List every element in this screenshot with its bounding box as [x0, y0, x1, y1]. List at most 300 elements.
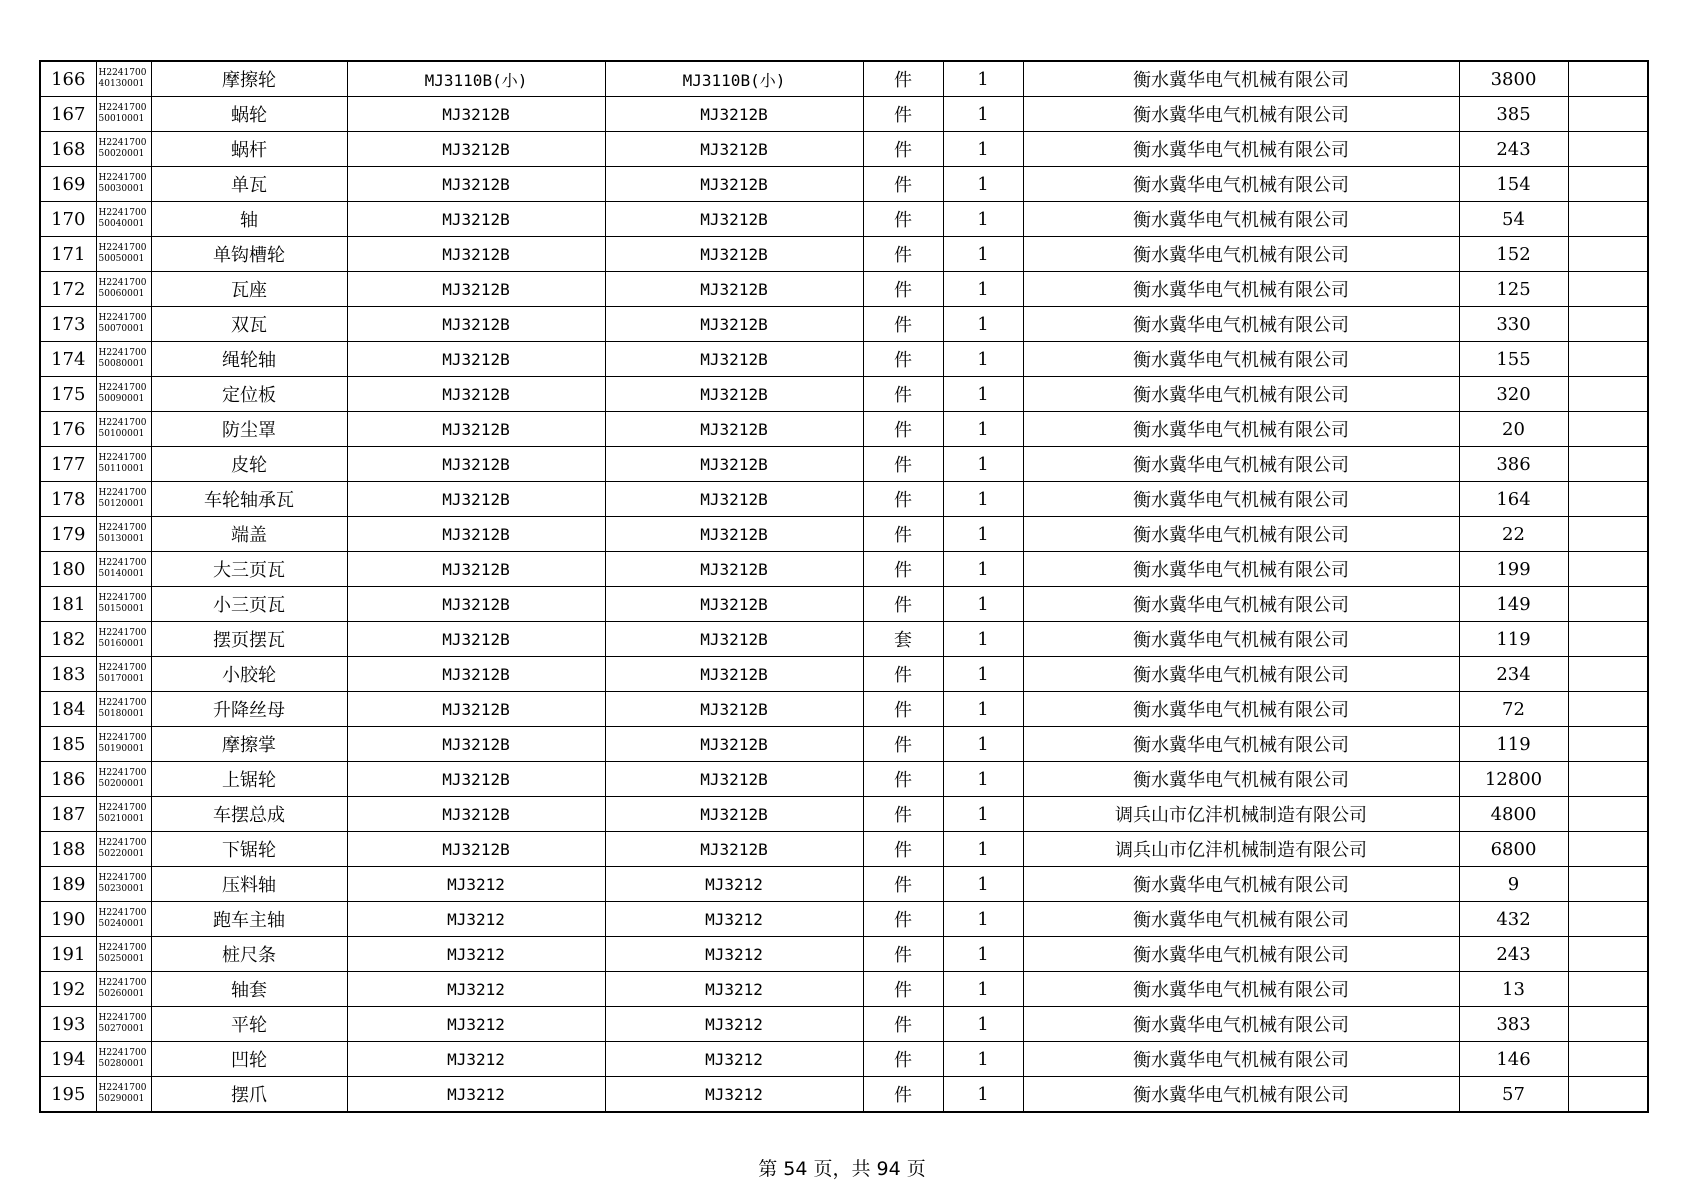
item-code: H224170050170001 [96, 657, 151, 692]
item-spec: MJ3212 [605, 902, 863, 937]
item-price: 320 [1459, 377, 1568, 412]
item-name: 轴套 [151, 972, 347, 1007]
table-row [40, 937, 1648, 972]
item-code: H224170050270001 [96, 1007, 151, 1042]
item-model: MJ3212B [347, 622, 605, 657]
row-number: 177 [40, 447, 96, 482]
item-note [1568, 657, 1648, 692]
item-supplier: 衡水冀华电气机械有限公司 [1023, 622, 1459, 657]
item-name: 摆页摆瓦 [151, 622, 347, 657]
item-note [1568, 447, 1648, 482]
item-code: H224170050070001 [96, 307, 151, 342]
item-unit: 件 [863, 937, 943, 972]
item-supplier: 衡水冀华电气机械有限公司 [1023, 307, 1459, 342]
item-spec: MJ3212B [605, 552, 863, 587]
item-spec: MJ3212B [605, 97, 863, 132]
item-spec: MJ3212 [605, 1077, 863, 1113]
item-price: 3800 [1459, 61, 1568, 97]
item-unit: 件 [863, 412, 943, 447]
item-note [1568, 622, 1648, 657]
item-quantity: 1 [943, 1007, 1023, 1042]
item-note [1568, 272, 1648, 307]
item-spec: MJ3212B [605, 517, 863, 552]
item-name: 小三页瓦 [151, 587, 347, 622]
item-supplier: 衡水冀华电气机械有限公司 [1023, 61, 1459, 97]
item-note [1568, 937, 1648, 972]
item-price: 243 [1459, 132, 1568, 167]
item-note [1568, 832, 1648, 867]
item-name: 跑车主轴 [151, 902, 347, 937]
item-spec: MJ3212B [605, 377, 863, 412]
item-name: 摆爪 [151, 1077, 347, 1113]
item-supplier: 衡水冀华电气机械有限公司 [1023, 447, 1459, 482]
item-supplier: 衡水冀华电气机械有限公司 [1023, 1042, 1459, 1077]
item-unit: 件 [863, 482, 943, 517]
item-price: 164 [1459, 482, 1568, 517]
item-supplier: 衡水冀华电气机械有限公司 [1023, 762, 1459, 797]
item-model: MJ3212B [347, 97, 605, 132]
item-spec: MJ3212B [605, 622, 863, 657]
item-note [1568, 237, 1648, 272]
item-code: H224170050030001 [96, 167, 151, 202]
item-spec: MJ3212B [605, 342, 863, 377]
item-spec: MJ3212B [605, 272, 863, 307]
item-supplier: 衡水冀华电气机械有限公司 [1023, 1007, 1459, 1042]
row-number: 191 [40, 937, 96, 972]
item-name: 平轮 [151, 1007, 347, 1042]
item-model: MJ3212 [347, 1077, 605, 1113]
item-code: H224170050060001 [96, 272, 151, 307]
item-quantity: 1 [943, 657, 1023, 692]
item-price: 199 [1459, 552, 1568, 587]
item-spec: MJ3212B [605, 447, 863, 482]
row-number: 178 [40, 482, 96, 517]
item-name: 防尘罩 [151, 412, 347, 447]
table-row [40, 272, 1648, 307]
item-unit: 件 [863, 1042, 943, 1077]
item-note [1568, 867, 1648, 902]
page-footer: 第 54 页，共 94 页 [758, 1158, 926, 1180]
table-row [40, 307, 1648, 342]
item-model: MJ3212B [347, 832, 605, 867]
table-row [40, 447, 1648, 482]
item-model: MJ3212B [347, 727, 605, 762]
item-price: 146 [1459, 1042, 1568, 1077]
item-supplier: 衡水冀华电气机械有限公司 [1023, 587, 1459, 622]
item-unit: 件 [863, 587, 943, 622]
item-quantity: 1 [943, 132, 1023, 167]
item-name: 双瓦 [151, 307, 347, 342]
item-code: H224170050180001 [96, 692, 151, 727]
item-spec: MJ3212B [605, 132, 863, 167]
item-model: MJ3212B [347, 552, 605, 587]
table-row [40, 517, 1648, 552]
item-supplier: 衡水冀华电气机械有限公司 [1023, 867, 1459, 902]
row-number: 185 [40, 727, 96, 762]
item-code: H224170050020001 [96, 132, 151, 167]
row-number: 171 [40, 237, 96, 272]
item-model: MJ3212B [347, 587, 605, 622]
item-model: MJ3212B [347, 167, 605, 202]
row-number: 184 [40, 692, 96, 727]
table-row [40, 202, 1648, 237]
item-name: 下锯轮 [151, 832, 347, 867]
item-note [1568, 132, 1648, 167]
item-quantity: 1 [943, 937, 1023, 972]
item-quantity: 1 [943, 342, 1023, 377]
item-model: MJ3212B [347, 132, 605, 167]
row-number: 173 [40, 307, 96, 342]
row-number: 182 [40, 622, 96, 657]
row-number: 186 [40, 762, 96, 797]
item-price: 386 [1459, 447, 1568, 482]
item-supplier: 衡水冀华电气机械有限公司 [1023, 412, 1459, 447]
item-model: MJ3212B [347, 377, 605, 412]
item-supplier: 衡水冀华电气机械有限公司 [1023, 972, 1459, 1007]
item-note [1568, 902, 1648, 937]
item-spec: MJ3212 [605, 867, 863, 902]
item-unit: 件 [863, 832, 943, 867]
item-quantity: 1 [943, 832, 1023, 867]
row-number: 167 [40, 97, 96, 132]
item-supplier: 调兵山市亿沣机械制造有限公司 [1023, 832, 1459, 867]
item-spec: MJ3212B [605, 587, 863, 622]
item-supplier: 衡水冀华电气机械有限公司 [1023, 692, 1459, 727]
item-unit: 件 [863, 517, 943, 552]
item-code: H224170050220001 [96, 832, 151, 867]
item-spec: MJ3212 [605, 972, 863, 1007]
row-number: 189 [40, 867, 96, 902]
item-spec: MJ3212B [605, 237, 863, 272]
table-row [40, 762, 1648, 797]
item-unit: 件 [863, 447, 943, 482]
table-row [40, 587, 1648, 622]
row-number: 187 [40, 797, 96, 832]
item-code: H224170050080001 [96, 342, 151, 377]
item-price: 234 [1459, 657, 1568, 692]
table-row [40, 692, 1648, 727]
table-row [40, 237, 1648, 272]
item-quantity: 1 [943, 167, 1023, 202]
table-row [40, 61, 1648, 97]
item-quantity: 1 [943, 727, 1023, 762]
item-note [1568, 167, 1648, 202]
item-name: 大三页瓦 [151, 552, 347, 587]
item-note [1568, 97, 1648, 132]
item-price: 20 [1459, 412, 1568, 447]
item-model: MJ3212 [347, 1042, 605, 1077]
item-model: MJ3212B [347, 237, 605, 272]
item-quantity: 1 [943, 1042, 1023, 1077]
item-supplier: 衡水冀华电气机械有限公司 [1023, 377, 1459, 412]
row-number: 195 [40, 1077, 96, 1113]
item-unit: 件 [863, 202, 943, 237]
item-supplier: 衡水冀华电气机械有限公司 [1023, 237, 1459, 272]
item-unit: 件 [863, 1007, 943, 1042]
item-note [1568, 797, 1648, 832]
item-quantity: 1 [943, 202, 1023, 237]
item-spec: MJ3212B [605, 202, 863, 237]
item-note [1568, 1042, 1648, 1077]
row-number: 166 [40, 61, 96, 97]
item-price: 125 [1459, 272, 1568, 307]
row-number: 192 [40, 972, 96, 1007]
item-price: 149 [1459, 587, 1568, 622]
item-spec: MJ3212B [605, 727, 863, 762]
item-quantity: 1 [943, 762, 1023, 797]
row-number: 194 [40, 1042, 96, 1077]
item-price: 154 [1459, 167, 1568, 202]
table-row [40, 377, 1648, 412]
item-price: 243 [1459, 937, 1568, 972]
row-number: 168 [40, 132, 96, 167]
item-note [1568, 342, 1648, 377]
item-name: 车轮轴承瓦 [151, 482, 347, 517]
item-note [1568, 202, 1648, 237]
item-code: H224170050210001 [96, 797, 151, 832]
table-row [40, 167, 1648, 202]
item-name: 凹轮 [151, 1042, 347, 1077]
item-name: 单瓦 [151, 167, 347, 202]
row-number: 193 [40, 1007, 96, 1042]
item-spec: MJ3212 [605, 1042, 863, 1077]
item-price: 13 [1459, 972, 1568, 1007]
table-row [40, 132, 1648, 167]
item-supplier: 衡水冀华电气机械有限公司 [1023, 727, 1459, 762]
item-quantity: 1 [943, 482, 1023, 517]
row-number: 181 [40, 587, 96, 622]
item-name: 轴 [151, 202, 347, 237]
item-supplier: 衡水冀华电气机械有限公司 [1023, 342, 1459, 377]
item-note [1568, 377, 1648, 412]
item-price: 57 [1459, 1077, 1568, 1113]
item-name: 桩尺条 [151, 937, 347, 972]
item-code: H224170050250001 [96, 937, 151, 972]
item-supplier: 衡水冀华电气机械有限公司 [1023, 657, 1459, 692]
item-spec: MJ3212B [605, 167, 863, 202]
item-name: 摩擦掌 [151, 727, 347, 762]
item-code: H224170050050001 [96, 237, 151, 272]
item-price: 119 [1459, 727, 1568, 762]
item-supplier: 衡水冀华电气机械有限公司 [1023, 552, 1459, 587]
row-number: 183 [40, 657, 96, 692]
item-supplier: 衡水冀华电气机械有限公司 [1023, 517, 1459, 552]
item-supplier: 衡水冀华电气机械有限公司 [1023, 202, 1459, 237]
item-note [1568, 517, 1648, 552]
item-quantity: 1 [943, 797, 1023, 832]
item-quantity: 1 [943, 552, 1023, 587]
item-price: 432 [1459, 902, 1568, 937]
item-unit: 件 [863, 762, 943, 797]
item-quantity: 1 [943, 1077, 1023, 1113]
item-name: 摩擦轮 [151, 61, 347, 97]
item-quantity: 1 [943, 61, 1023, 97]
item-name: 皮轮 [151, 447, 347, 482]
item-unit: 件 [863, 307, 943, 342]
item-model: MJ3212 [347, 1007, 605, 1042]
item-unit: 件 [863, 272, 943, 307]
table-row [40, 727, 1648, 762]
item-model: MJ3212 [347, 867, 605, 902]
item-unit: 件 [863, 692, 943, 727]
table-row [40, 657, 1648, 692]
item-name: 小胶轮 [151, 657, 347, 692]
item-price: 155 [1459, 342, 1568, 377]
item-code: H224170050010001 [96, 97, 151, 132]
item-note [1568, 587, 1648, 622]
item-model: MJ3212B [347, 517, 605, 552]
item-unit: 件 [863, 167, 943, 202]
item-spec: MJ3212 [605, 1007, 863, 1042]
item-quantity: 1 [943, 412, 1023, 447]
item-model: MJ3212B [347, 307, 605, 342]
item-name: 上锯轮 [151, 762, 347, 797]
item-price: 22 [1459, 517, 1568, 552]
table-row [40, 1077, 1648, 1113]
item-supplier: 衡水冀华电气机械有限公司 [1023, 937, 1459, 972]
item-unit: 套 [863, 622, 943, 657]
row-number: 190 [40, 902, 96, 937]
row-number: 169 [40, 167, 96, 202]
table-row [40, 1007, 1648, 1042]
item-note [1568, 762, 1648, 797]
item-supplier: 衡水冀华电气机械有限公司 [1023, 1077, 1459, 1113]
table-body [40, 61, 1648, 1112]
item-note [1568, 412, 1648, 447]
item-code: H224170050100001 [96, 412, 151, 447]
item-code: H224170050120001 [96, 482, 151, 517]
item-code: H224170050090001 [96, 377, 151, 412]
item-quantity: 1 [943, 867, 1023, 902]
item-name: 蜗杆 [151, 132, 347, 167]
item-spec: MJ3212B [605, 832, 863, 867]
item-code: H224170050230001 [96, 867, 151, 902]
row-number: 174 [40, 342, 96, 377]
table-row [40, 1042, 1648, 1077]
table-row [40, 342, 1648, 377]
item-model: MJ3212B [347, 797, 605, 832]
item-spec: MJ3212 [605, 937, 863, 972]
parts-table [39, 60, 1649, 1113]
item-name: 端盖 [151, 517, 347, 552]
item-price: 4800 [1459, 797, 1568, 832]
item-code: H224170050260001 [96, 972, 151, 1007]
item-supplier: 调兵山市亿沣机械制造有限公司 [1023, 797, 1459, 832]
item-unit: 件 [863, 97, 943, 132]
item-spec: MJ3212B [605, 762, 863, 797]
row-number: 179 [40, 517, 96, 552]
item-spec: MJ3110B(小) [605, 61, 863, 97]
item-model: MJ3212B [347, 447, 605, 482]
item-model: MJ3212B [347, 272, 605, 307]
item-unit: 件 [863, 552, 943, 587]
item-code: H224170040130001 [96, 61, 151, 97]
item-note [1568, 727, 1648, 762]
item-name: 定位板 [151, 377, 347, 412]
item-quantity: 1 [943, 377, 1023, 412]
item-spec: MJ3212B [605, 797, 863, 832]
item-model: MJ3212B [347, 657, 605, 692]
item-model: MJ3212 [347, 972, 605, 1007]
item-unit: 件 [863, 237, 943, 272]
table-row [40, 797, 1648, 832]
item-unit: 件 [863, 972, 943, 1007]
item-price: 12800 [1459, 762, 1568, 797]
row-number: 180 [40, 552, 96, 587]
item-unit: 件 [863, 797, 943, 832]
item-unit: 件 [863, 61, 943, 97]
item-supplier: 衡水冀华电气机械有限公司 [1023, 272, 1459, 307]
item-unit: 件 [863, 1077, 943, 1113]
item-unit: 件 [863, 377, 943, 412]
item-code: H224170050190001 [96, 727, 151, 762]
item-code: H224170050240001 [96, 902, 151, 937]
item-unit: 件 [863, 342, 943, 377]
item-price: 330 [1459, 307, 1568, 342]
table-row [40, 412, 1648, 447]
item-quantity: 1 [943, 97, 1023, 132]
item-model: MJ3212B [347, 202, 605, 237]
item-name: 压料轴 [151, 867, 347, 902]
item-spec: MJ3212B [605, 692, 863, 727]
item-model: MJ3212B [347, 482, 605, 517]
item-model: MJ3212 [347, 902, 605, 937]
item-note [1568, 61, 1648, 97]
item-code: H224170050200001 [96, 762, 151, 797]
table-row [40, 97, 1648, 132]
item-supplier: 衡水冀华电气机械有限公司 [1023, 167, 1459, 202]
item-note [1568, 1077, 1648, 1113]
item-name: 绳轮轴 [151, 342, 347, 377]
item-price: 385 [1459, 97, 1568, 132]
item-note [1568, 307, 1648, 342]
table-row [40, 972, 1648, 1007]
item-code: H224170050290001 [96, 1077, 151, 1113]
item-code: H224170050160001 [96, 622, 151, 657]
item-supplier: 衡水冀华电气机械有限公司 [1023, 482, 1459, 517]
item-note [1568, 482, 1648, 517]
item-code: H224170050040001 [96, 202, 151, 237]
item-model: MJ3212B [347, 342, 605, 377]
item-quantity: 1 [943, 692, 1023, 727]
item-note [1568, 692, 1648, 727]
item-model: MJ3212 [347, 937, 605, 972]
item-note [1568, 972, 1648, 1007]
item-model: MJ3212B [347, 692, 605, 727]
item-code: H224170050150001 [96, 587, 151, 622]
item-quantity: 1 [943, 272, 1023, 307]
table-row [40, 867, 1648, 902]
item-unit: 件 [863, 727, 943, 762]
table-row [40, 902, 1648, 937]
item-code: H224170050130001 [96, 517, 151, 552]
item-price: 383 [1459, 1007, 1568, 1042]
item-quantity: 1 [943, 237, 1023, 272]
item-quantity: 1 [943, 972, 1023, 1007]
item-quantity: 1 [943, 447, 1023, 482]
item-model: MJ3110B(小) [347, 61, 605, 97]
item-supplier: 衡水冀华电气机械有限公司 [1023, 97, 1459, 132]
item-quantity: 1 [943, 517, 1023, 552]
item-spec: MJ3212B [605, 482, 863, 517]
item-price: 72 [1459, 692, 1568, 727]
table-row [40, 482, 1648, 517]
item-unit: 件 [863, 657, 943, 692]
item-spec: MJ3212B [605, 657, 863, 692]
item-name: 车摆总成 [151, 797, 347, 832]
item-note [1568, 1007, 1648, 1042]
item-quantity: 1 [943, 587, 1023, 622]
